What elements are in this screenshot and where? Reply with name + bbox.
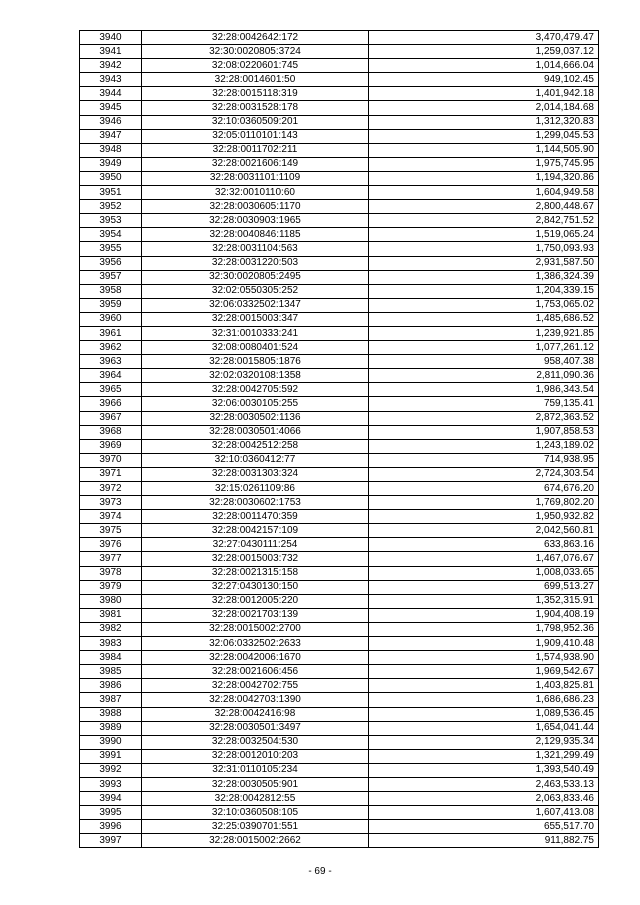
table-row bbox=[80, 693, 599, 707]
cadastral-number-cell: 32:28:0030903:1965 bbox=[142, 214, 369, 228]
cadastral-number-cell: 32:02:0320108:1358 bbox=[142, 369, 369, 383]
value-cell: 714,938.95 bbox=[369, 453, 599, 467]
row-number-cell: 3991 bbox=[80, 749, 142, 763]
cadastral-number-cell: 32:28:0042642:172 bbox=[142, 31, 369, 45]
table-row bbox=[80, 496, 599, 510]
table-row bbox=[80, 482, 599, 496]
row-number-cell: 3985 bbox=[80, 665, 142, 679]
row-number-cell: 3988 bbox=[80, 707, 142, 721]
page-number: - 69 - bbox=[308, 866, 332, 877]
row-number-cell: 3957 bbox=[80, 270, 142, 284]
value-cell: 1,909,410.48 bbox=[369, 637, 599, 651]
value-cell: 1,950,932.82 bbox=[369, 510, 599, 524]
value-cell: 2,724,303.54 bbox=[369, 467, 599, 481]
table-row bbox=[80, 129, 599, 143]
value-cell: 911,882.75 bbox=[369, 834, 599, 848]
table-row bbox=[80, 411, 599, 425]
row-number-cell: 3982 bbox=[80, 622, 142, 636]
row-number-cell: 3975 bbox=[80, 524, 142, 538]
table-row bbox=[80, 566, 599, 580]
value-cell: 1,386,324.39 bbox=[369, 270, 599, 284]
row-number-cell: 3990 bbox=[80, 735, 142, 749]
value-cell: 1,750,093.93 bbox=[369, 242, 599, 256]
table-row bbox=[80, 397, 599, 411]
value-cell: 1,259,037.12 bbox=[369, 45, 599, 59]
row-number-cell: 3984 bbox=[80, 651, 142, 665]
table-row bbox=[80, 341, 599, 355]
table-row bbox=[80, 312, 599, 326]
table-row bbox=[80, 115, 599, 129]
cadastral-number-cell: 32:28:0031104:563 bbox=[142, 242, 369, 256]
row-number-cell: 3965 bbox=[80, 383, 142, 397]
value-cell: 1,299,045.53 bbox=[369, 129, 599, 143]
row-number-cell: 3941 bbox=[80, 45, 142, 59]
cadastral-number-cell: 32:28:0012010:203 bbox=[142, 749, 369, 763]
cadastral-number-cell: 32:27:0430130:150 bbox=[142, 580, 369, 594]
cadastral-number-cell: 32:28:0031528:178 bbox=[142, 101, 369, 115]
cadastral-number-cell: 32:28:0015805:1876 bbox=[142, 355, 369, 369]
cadastral-number-cell: 32:10:0360508:105 bbox=[142, 806, 369, 820]
value-cell: 1,485,686.52 bbox=[369, 312, 599, 326]
value-cell: 1,144,505.90 bbox=[369, 143, 599, 157]
row-number-cell: 3940 bbox=[80, 31, 142, 45]
value-cell: 2,842,751.52 bbox=[369, 214, 599, 228]
row-number-cell: 3976 bbox=[80, 538, 142, 552]
cadastral-number-cell: 32:32:0010110:60 bbox=[142, 186, 369, 200]
cadastral-number-cell: 32:28:0021606:149 bbox=[142, 157, 369, 171]
row-number-cell: 3944 bbox=[80, 87, 142, 101]
table-row bbox=[80, 679, 599, 693]
table-row bbox=[80, 284, 599, 298]
cadastral-number-cell: 32:28:0015002:2662 bbox=[142, 834, 369, 848]
cadastral-number-cell: 32:28:0030602:1753 bbox=[142, 496, 369, 510]
row-number-cell: 3968 bbox=[80, 425, 142, 439]
table-row bbox=[80, 735, 599, 749]
cadastral-number-cell: 32:28:0011702:211 bbox=[142, 143, 369, 157]
row-number-cell: 3996 bbox=[80, 820, 142, 834]
value-cell: 949,102.45 bbox=[369, 73, 599, 87]
cadastral-number-cell: 32:30:0020805:3724 bbox=[142, 45, 369, 59]
value-cell: 2,014,184.68 bbox=[369, 101, 599, 115]
value-cell: 1,014,666.04 bbox=[369, 59, 599, 73]
value-cell: 2,811,090.36 bbox=[369, 369, 599, 383]
table-row bbox=[80, 143, 599, 157]
table-row bbox=[80, 580, 599, 594]
value-cell: 674,676.20 bbox=[369, 482, 599, 496]
value-cell: 1,467,076.67 bbox=[369, 552, 599, 566]
value-cell: 1,393,540.49 bbox=[369, 763, 599, 777]
table-row bbox=[80, 242, 599, 256]
cadastral-number-cell: 32:06:0332502:2633 bbox=[142, 637, 369, 651]
row-number-cell: 3983 bbox=[80, 637, 142, 651]
value-cell: 633,863.16 bbox=[369, 538, 599, 552]
table-row bbox=[80, 777, 599, 791]
cadastral-number-cell: 32:28:0031220:503 bbox=[142, 256, 369, 270]
value-cell: 1,519,065.24 bbox=[369, 228, 599, 242]
cadastral-number-cell: 32:31:0010333:241 bbox=[142, 326, 369, 340]
cadastral-number-cell: 32:28:0031101:1109 bbox=[142, 171, 369, 185]
cadastral-number-cell: 32:28:0042812:55 bbox=[142, 792, 369, 806]
value-cell: 759,135.41 bbox=[369, 397, 599, 411]
row-number-cell: 3958 bbox=[80, 284, 142, 298]
value-cell: 1,243,189.02 bbox=[369, 439, 599, 453]
cadastral-number-cell: 32:02:0550305:252 bbox=[142, 284, 369, 298]
table-row bbox=[80, 214, 599, 228]
table-row bbox=[80, 383, 599, 397]
cadastral-number-cell: 32:28:0030501:4066 bbox=[142, 425, 369, 439]
cadastral-number-cell: 32:10:0360509:201 bbox=[142, 115, 369, 129]
cadastral-number-cell: 32:28:0014601:50 bbox=[142, 73, 369, 87]
table-row bbox=[80, 467, 599, 481]
cadastral-number-cell: 32:08:0220601:745 bbox=[142, 59, 369, 73]
row-number-cell: 3973 bbox=[80, 496, 142, 510]
row-number-cell: 3987 bbox=[80, 693, 142, 707]
table-row bbox=[80, 538, 599, 552]
value-cell: 1,904,408.19 bbox=[369, 608, 599, 622]
table-row bbox=[80, 651, 599, 665]
row-number-cell: 3995 bbox=[80, 806, 142, 820]
cadastral-number-cell: 32:06:0332502:1347 bbox=[142, 298, 369, 312]
table-row bbox=[80, 157, 599, 171]
table-row bbox=[80, 186, 599, 200]
row-number-cell: 3964 bbox=[80, 369, 142, 383]
cadastral-number-cell: 32:28:0021315:158 bbox=[142, 566, 369, 580]
row-number-cell: 3971 bbox=[80, 467, 142, 481]
value-cell: 1,607,413.08 bbox=[369, 806, 599, 820]
value-cell: 1,204,339.15 bbox=[369, 284, 599, 298]
cadastral-number-cell: 32:28:0011470:359 bbox=[142, 510, 369, 524]
row-number-cell: 3974 bbox=[80, 510, 142, 524]
row-number-cell: 3986 bbox=[80, 679, 142, 693]
table-row bbox=[80, 820, 599, 834]
row-number-cell: 3946 bbox=[80, 115, 142, 129]
row-number-cell: 3963 bbox=[80, 355, 142, 369]
value-cell: 1,769,802.20 bbox=[369, 496, 599, 510]
table-row bbox=[80, 425, 599, 439]
value-cell: 2,129,935.34 bbox=[369, 735, 599, 749]
table-body bbox=[80, 31, 599, 848]
value-cell: 1,321,299.49 bbox=[369, 749, 599, 763]
cadastral-number-cell: 32:28:0032504:530 bbox=[142, 735, 369, 749]
cadastral-number-cell: 32:28:0015118:319 bbox=[142, 87, 369, 101]
cadastral-number-cell: 32:28:0042006:1670 bbox=[142, 651, 369, 665]
cadastral-number-cell: 32:05:0110101:143 bbox=[142, 129, 369, 143]
cadastral-number-cell: 32:28:0030605:1170 bbox=[142, 200, 369, 214]
row-number-cell: 3956 bbox=[80, 256, 142, 270]
table-row bbox=[80, 665, 599, 679]
table-row bbox=[80, 637, 599, 651]
table-row bbox=[80, 298, 599, 312]
row-number-cell: 3979 bbox=[80, 580, 142, 594]
table-row bbox=[80, 73, 599, 87]
table-row bbox=[80, 228, 599, 242]
cadastral-number-cell: 32:28:0015003:732 bbox=[142, 552, 369, 566]
value-cell: 1,686,686.23 bbox=[369, 693, 599, 707]
value-cell: 1,654,041.44 bbox=[369, 721, 599, 735]
cadastral-number-cell: 32:28:0042157:109 bbox=[142, 524, 369, 538]
cadastral-number-cell: 32:15:0261109:86 bbox=[142, 482, 369, 496]
cadastral-number-cell: 32:25:0390701:551 bbox=[142, 820, 369, 834]
cadastral-number-cell: 32:28:0030502:1136 bbox=[142, 411, 369, 425]
table-row bbox=[80, 355, 599, 369]
row-number-cell: 3969 bbox=[80, 439, 142, 453]
table-row bbox=[80, 594, 599, 608]
table-row bbox=[80, 171, 599, 185]
row-number-cell: 3980 bbox=[80, 594, 142, 608]
value-cell: 1,077,261.12 bbox=[369, 341, 599, 355]
value-cell: 2,042,560.81 bbox=[369, 524, 599, 538]
value-cell: 1,403,825.81 bbox=[369, 679, 599, 693]
value-cell: 1,239,921.85 bbox=[369, 326, 599, 340]
row-number-cell: 3951 bbox=[80, 186, 142, 200]
row-number-cell: 3981 bbox=[80, 608, 142, 622]
cadastral-number-cell: 32:28:0042705:592 bbox=[142, 383, 369, 397]
row-number-cell: 3967 bbox=[80, 411, 142, 425]
value-cell: 2,872,363.52 bbox=[369, 411, 599, 425]
table-row bbox=[80, 622, 599, 636]
value-cell: 1,352,315.91 bbox=[369, 594, 599, 608]
row-number-cell: 3943 bbox=[80, 73, 142, 87]
table-row bbox=[80, 834, 599, 848]
table-row bbox=[80, 101, 599, 115]
value-cell: 1,194,320.86 bbox=[369, 171, 599, 185]
cadastral-number-cell: 32:28:0042702:755 bbox=[142, 679, 369, 693]
value-cell: 1,401,942.18 bbox=[369, 87, 599, 101]
cadastral-number-cell: 32:28:0021606:456 bbox=[142, 665, 369, 679]
table-row bbox=[80, 369, 599, 383]
cadastral-number-cell: 32:08:0080401:524 bbox=[142, 341, 369, 355]
table-row bbox=[80, 510, 599, 524]
table-row bbox=[80, 439, 599, 453]
row-number-cell: 3960 bbox=[80, 312, 142, 326]
value-cell: 655,517.70 bbox=[369, 820, 599, 834]
value-cell: 2,800,448.67 bbox=[369, 200, 599, 214]
row-number-cell: 3947 bbox=[80, 129, 142, 143]
row-number-cell: 3945 bbox=[80, 101, 142, 115]
cadastral-number-cell: 32:28:0031303:324 bbox=[142, 467, 369, 481]
table-row bbox=[80, 45, 599, 59]
value-cell: 1,986,343.54 bbox=[369, 383, 599, 397]
row-number-cell: 3997 bbox=[80, 834, 142, 848]
cadastral-number-cell: 32:30:0020805:2495 bbox=[142, 270, 369, 284]
cadastral-number-cell: 32:27:0430111:254 bbox=[142, 538, 369, 552]
row-number-cell: 3962 bbox=[80, 341, 142, 355]
table-row bbox=[80, 552, 599, 566]
table-row bbox=[80, 270, 599, 284]
value-cell: 2,931,587.50 bbox=[369, 256, 599, 270]
table-row bbox=[80, 749, 599, 763]
cadastral-number-cell: 32:28:0012005:220 bbox=[142, 594, 369, 608]
table-row bbox=[80, 763, 599, 777]
row-number-cell: 3950 bbox=[80, 171, 142, 185]
cadastral-number-cell: 32:28:0042416:98 bbox=[142, 707, 369, 721]
value-cell: 699,513.27 bbox=[369, 580, 599, 594]
value-cell: 3,470,479.47 bbox=[369, 31, 599, 45]
row-number-cell: 3954 bbox=[80, 228, 142, 242]
cadastral-number-cell: 32:28:0042703:1390 bbox=[142, 693, 369, 707]
row-number-cell: 3961 bbox=[80, 326, 142, 340]
table-row bbox=[80, 326, 599, 340]
value-cell: 2,463,533.13 bbox=[369, 777, 599, 791]
cadastral-number-cell: 32:31:0110105:234 bbox=[142, 763, 369, 777]
cadastral-number-cell: 32:28:0021703:139 bbox=[142, 608, 369, 622]
row-number-cell: 3966 bbox=[80, 397, 142, 411]
table-row bbox=[80, 87, 599, 101]
row-number-cell: 3949 bbox=[80, 157, 142, 171]
cadastral-value-table bbox=[79, 30, 599, 848]
value-cell: 2,063,833.46 bbox=[369, 792, 599, 806]
table-row bbox=[80, 608, 599, 622]
cadastral-number-cell: 32:06:0030105:255 bbox=[142, 397, 369, 411]
value-cell: 1,753,065.02 bbox=[369, 298, 599, 312]
row-number-cell: 3953 bbox=[80, 214, 142, 228]
value-cell: 1,574,938.90 bbox=[369, 651, 599, 665]
table-row bbox=[80, 721, 599, 735]
table-row bbox=[80, 707, 599, 721]
row-number-cell: 3994 bbox=[80, 792, 142, 806]
cadastral-number-cell: 32:28:0040846:1185 bbox=[142, 228, 369, 242]
table-row bbox=[80, 256, 599, 270]
row-number-cell: 3942 bbox=[80, 59, 142, 73]
value-cell: 1,798,952.36 bbox=[369, 622, 599, 636]
table-row bbox=[80, 524, 599, 538]
table-row bbox=[80, 806, 599, 820]
cadastral-number-cell: 32:28:0015002:2700 bbox=[142, 622, 369, 636]
value-cell: 1,975,745.95 bbox=[369, 157, 599, 171]
value-cell: 1,008,033.65 bbox=[369, 566, 599, 580]
row-number-cell: 3993 bbox=[80, 777, 142, 791]
value-cell: 1,312,320.83 bbox=[369, 115, 599, 129]
row-number-cell: 3992 bbox=[80, 763, 142, 777]
value-cell: 1,604,949.58 bbox=[369, 186, 599, 200]
table-row bbox=[80, 200, 599, 214]
value-cell: 1,969,542.67 bbox=[369, 665, 599, 679]
cadastral-number-cell: 32:28:0030501:3497 bbox=[142, 721, 369, 735]
row-number-cell: 3972 bbox=[80, 482, 142, 496]
table-row bbox=[80, 453, 599, 467]
row-number-cell: 3948 bbox=[80, 143, 142, 157]
row-number-cell: 3989 bbox=[80, 721, 142, 735]
row-number-cell: 3970 bbox=[80, 453, 142, 467]
value-cell: 1,907,858.53 bbox=[369, 425, 599, 439]
table-row bbox=[80, 792, 599, 806]
row-number-cell: 3952 bbox=[80, 200, 142, 214]
cadastral-number-cell: 32:28:0042512:258 bbox=[142, 439, 369, 453]
row-number-cell: 3959 bbox=[80, 298, 142, 312]
cadastral-number-cell: 32:28:0015003:347 bbox=[142, 312, 369, 326]
row-number-cell: 3955 bbox=[80, 242, 142, 256]
row-number-cell: 3977 bbox=[80, 552, 142, 566]
value-cell: 1,089,536.45 bbox=[369, 707, 599, 721]
row-number-cell: 3978 bbox=[80, 566, 142, 580]
table-row bbox=[80, 31, 599, 45]
cadastral-number-cell: 32:10:0360412:77 bbox=[142, 453, 369, 467]
value-cell: 958,407.38 bbox=[369, 355, 599, 369]
cadastral-number-cell: 32:28:0030505:901 bbox=[142, 777, 369, 791]
table-row bbox=[80, 59, 599, 73]
